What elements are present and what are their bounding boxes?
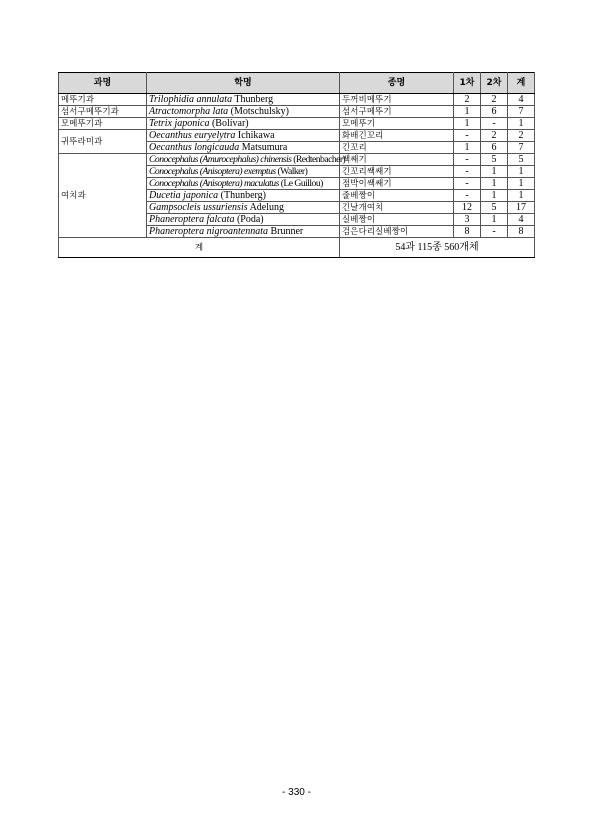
scientific-name-cell <box>147 202 340 214</box>
scientific-genus: Trilophidia annulata <box>149 94 233 105</box>
korean-name-cell: 섬서구메뚜기 <box>340 106 454 118</box>
scientific-name-cell <box>147 190 340 202</box>
scientific-genus: Conocephalus (Anisoptera) maculatus <box>149 178 279 189</box>
scientific-name-cell <box>147 226 340 238</box>
second-survey-cell: 6 <box>481 106 508 118</box>
total-cell: 1 <box>508 166 535 178</box>
korean-name-cell: 실베짱이 <box>340 214 454 226</box>
scientific-name-cell <box>147 118 340 130</box>
second-survey-cell: 1 <box>481 178 508 190</box>
header-first-survey: 1차 <box>454 73 481 94</box>
total-cell: 17 <box>508 202 535 214</box>
header-family: 과명 <box>59 73 147 94</box>
scientific-name-cell <box>147 130 340 142</box>
scientific-genus: Oecanthus longicauda <box>149 142 240 153</box>
scientific-author: Matsumura <box>241 142 288 153</box>
scientific-genus: Conocephalus (Amurocephalus) chinensis <box>149 154 292 165</box>
total-cell: 8 <box>508 226 535 238</box>
first-survey-cell: - <box>454 154 481 166</box>
total-cell: 1 <box>508 178 535 190</box>
scientific-name-cell <box>147 214 340 226</box>
scientific-name-cell <box>147 142 340 154</box>
second-survey-cell: 1 <box>481 166 508 178</box>
page-number: - 330 - <box>282 787 311 798</box>
second-survey-cell: 2 <box>481 94 508 106</box>
second-survey-cell: 2 <box>481 130 508 142</box>
scientific-author: (Bolívar) <box>211 118 249 129</box>
first-survey-cell: - <box>454 166 481 178</box>
first-survey-cell: - <box>454 130 481 142</box>
korean-name-cell: 두꺼비메뚜기 <box>340 94 454 106</box>
header-scientific-name: 학명 <box>147 73 340 94</box>
korean-name-cell: 모메뚜기 <box>340 118 454 130</box>
family-cell: 메뚜기과 <box>59 94 147 106</box>
first-survey-cell: 1 <box>454 106 481 118</box>
scientific-name-cell <box>147 106 340 118</box>
first-survey-cell: - <box>454 178 481 190</box>
korean-name-cell: 화배긴꼬리 <box>340 130 454 142</box>
second-survey-cell: 6 <box>481 142 508 154</box>
family-cell: 여치과 <box>59 154 147 238</box>
scientific-author: Adelung <box>249 202 285 213</box>
scientific-genus: Oecanthus euryelytra <box>149 130 236 141</box>
scientific-genus: Ducetia japonica <box>149 190 219 201</box>
second-survey-cell: 5 <box>481 154 508 166</box>
first-survey-cell: - <box>454 190 481 202</box>
first-survey-cell: 3 <box>454 214 481 226</box>
scientific-genus: Phaneroptera nigroantennata <box>149 226 268 237</box>
total-row <box>59 238 535 258</box>
total-value: 54과 115종 560개체 <box>340 238 535 258</box>
total-cell: 7 <box>508 142 535 154</box>
second-survey-cell: - <box>481 226 508 238</box>
first-survey-cell: 1 <box>454 118 481 130</box>
korean-name-cell: 긴꼬리 <box>340 142 454 154</box>
first-survey-cell: 2 <box>454 94 481 106</box>
scientific-author: (Thunberg) <box>220 190 267 201</box>
total-cell: 5 <box>508 154 535 166</box>
total-cell: 7 <box>508 106 535 118</box>
family-cell: 모메뚜기과 <box>59 118 147 130</box>
scientific-genus: Gampsocleis ussuriensis <box>149 202 248 213</box>
header-second-survey: 2차 <box>481 73 508 94</box>
table-row <box>59 106 535 118</box>
scientific-name-cell <box>147 94 340 106</box>
second-survey-cell: 1 <box>481 190 508 202</box>
scientific-author: Thunberg <box>234 94 274 105</box>
total-cell: 4 <box>508 214 535 226</box>
table-row <box>59 118 535 130</box>
table-body <box>59 94 535 238</box>
first-survey-cell: 1 <box>454 142 481 154</box>
scientific-author: Brunner <box>270 226 304 237</box>
korean-name-cell: 줄베짱이 <box>340 190 454 202</box>
scientific-genus: Phaneroptera falcata <box>149 214 235 225</box>
second-survey-cell: - <box>481 118 508 130</box>
total-cell: 2 <box>508 130 535 142</box>
scientific-author: (Redtenbacher) <box>293 154 346 165</box>
first-survey-cell: 8 <box>454 226 481 238</box>
scientific-genus: Atractomorpha lata <box>149 106 229 117</box>
total-cell: 1 <box>508 118 535 130</box>
second-survey-cell: 5 <box>481 202 508 214</box>
korean-name-cell: 검은다리실베짱이 <box>340 226 454 238</box>
scientific-genus: Tetrix japonica <box>149 118 210 129</box>
scientific-author: (Motschulsky) <box>230 106 290 117</box>
header-korean-name: 종명 <box>340 73 454 94</box>
total-cell: 4 <box>508 94 535 106</box>
table-header-row <box>59 73 535 94</box>
table-row <box>59 154 535 166</box>
family-cell: 귀뚜라미과 <box>59 130 147 154</box>
korean-name-cell: 점박이쌕쌔기 <box>340 178 454 190</box>
korean-name-cell: 쌕쌔기 <box>340 154 454 166</box>
table-row <box>59 130 535 142</box>
family-cell: 섬서구메뚜기과 <box>59 106 147 118</box>
scientific-author: (Poda) <box>236 214 264 225</box>
total-cell: 1 <box>508 190 535 202</box>
scientific-author: (Walker) <box>277 166 308 177</box>
korean-name-cell: 긴꼬리쌕쌔기 <box>340 166 454 178</box>
korean-name-cell: 긴날개여치 <box>340 202 454 214</box>
table-row <box>59 94 535 106</box>
species-table <box>58 72 535 258</box>
scientific-author: Ichikawa <box>237 130 275 141</box>
total-label: 계 <box>59 238 340 258</box>
scientific-name-cell <box>147 166 340 178</box>
scientific-author: (Le Guillou) <box>280 178 323 189</box>
second-survey-cell: 1 <box>481 214 508 226</box>
first-survey-cell: 12 <box>454 202 481 214</box>
scientific-genus: Conocephalus (Anisoptera) exemptus <box>149 166 276 177</box>
scientific-name-cell <box>147 178 340 190</box>
header-total: 계 <box>508 73 535 94</box>
scientific-name-cell <box>147 154 346 166</box>
